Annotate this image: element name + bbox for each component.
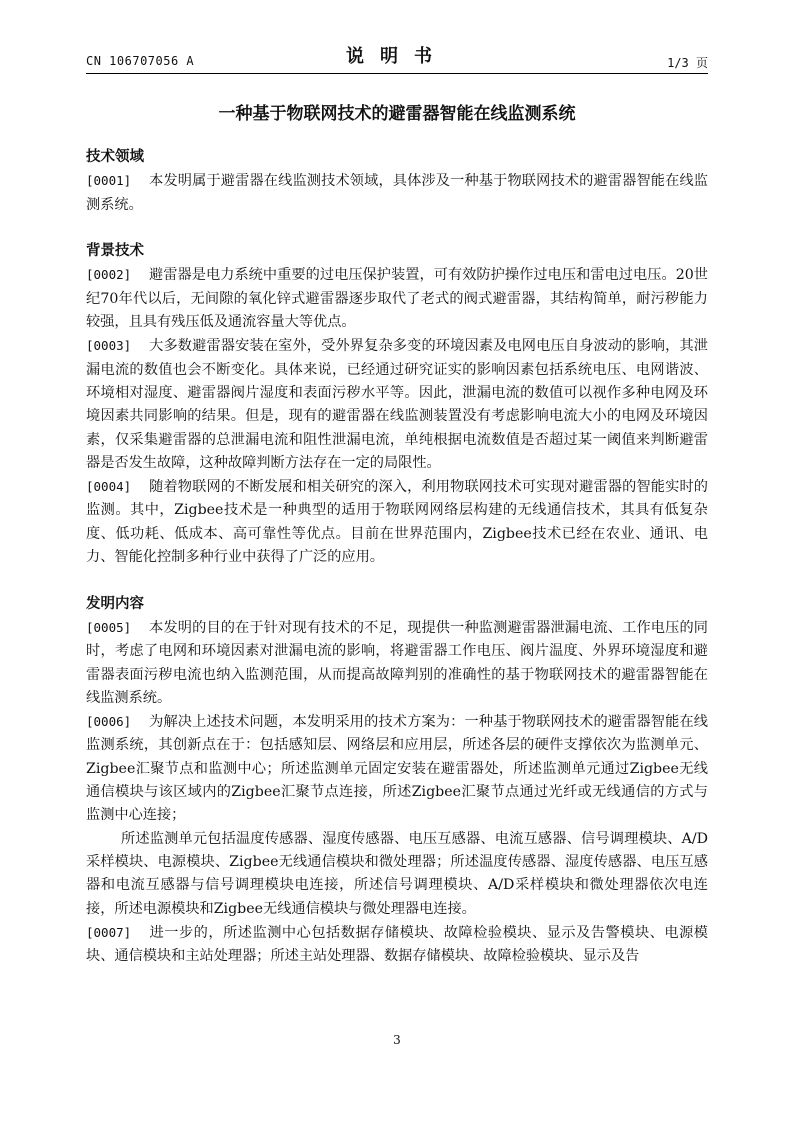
section-heading-background: 背景技术 — [86, 243, 144, 260]
paragraph-number: [0006] — [86, 714, 132, 730]
paragraph-text: 所述监测单元包括温度传感器、湿度传感器、电压互感器、电流互感器、信号调理模块、A/D采样模块、电源模块、Zigbee无线通信模块和微处理器；所述温度传感器、湿度传感器、电压互感器和电流互感器与信号调理模块电连接，所述信号调理模块、A/D采样模块和微处理器依次电连接，所述电源模块和Zigbee无线通信模块与微处理器电连接。 — [86, 830, 708, 917]
paragraph-0007 — [86, 921, 708, 969]
document-body — [86, 146, 708, 968]
page-header — [86, 42, 708, 70]
paragraph-text: 为解决上述技术问题，本发明采用的技术方案为：一种基于物联网技术的避雷器智能在线监测系统，其创新点在于：包括感知层、网络层和应用层，所述各层的硬件支撑依次为监测单元、Zigbee汇聚节点和监测中心；所述监测单元固定安装在避雷器处，所述监测单元通过Zigbee无线通信模块与该区域内的Zigbee汇聚节点连接，所述Zigbee汇聚节点通过光纤或无线通信的方式与监测中心连接； — [86, 714, 708, 824]
paragraph-number: [0007] — [86, 924, 132, 940]
paragraph-text: 进一步的，所述监测中心包括数据存储模块、故障检验模块、显示及告警模块、电源模块、通信模块和主站处理器；所述主站处理器、数据存储模块、故障检验模块、显示及告 — [86, 924, 708, 965]
document-number: CN 106707056 A — [86, 54, 195, 68]
paragraph-0005 — [86, 616, 708, 710]
paragraph-text: 本发明的目的在于针对现有技术的不足，现提供一种监测避雷器泄漏电流、工作电压的同时，考虑了电网和环境因素对泄漏电流的影响，将避雷器工作电压、阀片温度、外界环境湿度和避雷器表面污秽电流也纳入监测范围，从而提高故障判别的准确性的基于物联网技术的避雷器智能在线监测系统。 — [86, 619, 708, 706]
paragraph-0006-continued — [86, 828, 708, 921]
paragraph-0004 — [86, 475, 708, 569]
paragraph-0002 — [86, 263, 708, 334]
document-type-title: 说明书 — [346, 46, 448, 67]
paragraph-text: 大多数避雷器安装在室外，受外界复杂多变的环境因素及电网电压自身波动的影响，其泄漏电流的数值也会不断变化。具体来说，已经通过研究证实的影响因素包括系统电压、电网谐波、环境相对湿度、避雷器阀片湿度和表面污秽水平等。因此，泄漏电流的数值可以视作多种电网及环境因素共同影响的结果。但是，现有的避雷器在线监测装置没有考虑影响电流大小的电网及环境因素，仅采集避雷器的总泄漏电流和阻性泄漏电流，单纯根据电流数值是否超过某一阈值来判断避雷器是否发生故障，这种故障判断方法存在一定的局限性。 — [86, 338, 708, 471]
paragraph-text: 随着物联网的不断发展和相关研究的深入，利用物联网技术可实现对避雷器的智能实时的监测。其中，Zigbee技术是一种典型的适用于物联网网络层构建的无线通信技术，其具有低复杂度、低功耗、低成本、高可靠性等优点。目前在世界范围内，Zigbee技术已经在农业、通讯、电力、智能化控制多种行业中获得了广泛的应用。 — [86, 479, 708, 566]
paragraph-number: [0002] — [86, 267, 132, 283]
paragraph-text: 避雷器是电力系统中重要的过电压保护装置，可有效防护操作过电压和雷电过电压。20世纪70年代以后，无间隙的氧化锌式避雷器逐步取代了老式的阀式避雷器，其结构简单，耐污秽能力较强，且具有残压低及通流容量大等优点。 — [86, 267, 708, 331]
paragraph-number: [0001] — [86, 173, 132, 189]
paragraph-0001 — [86, 169, 708, 217]
paragraph-0003 — [86, 334, 708, 475]
paragraph-number: [0004] — [86, 479, 132, 495]
section-heading-technical-field: 技术领域 — [86, 149, 144, 165]
page-count: 1/3 页 — [667, 56, 708, 70]
paragraph-text: 本发明属于避雷器在线监测技术领域，具体涉及一种基于物联网技术的避雷器智能在线监测系统。 — [86, 173, 708, 213]
paragraph-number: [0003] — [86, 338, 132, 354]
patent-title: 一种基于物联网技术的避雷器智能在线监测系统 — [218, 104, 576, 124]
header-rule — [86, 73, 708, 74]
section-heading-summary: 发明内容 — [86, 595, 144, 612]
paragraph-0006 — [86, 710, 708, 827]
page-number: 3 — [393, 1033, 401, 1047]
paragraph-number: [0005] — [86, 619, 132, 635]
